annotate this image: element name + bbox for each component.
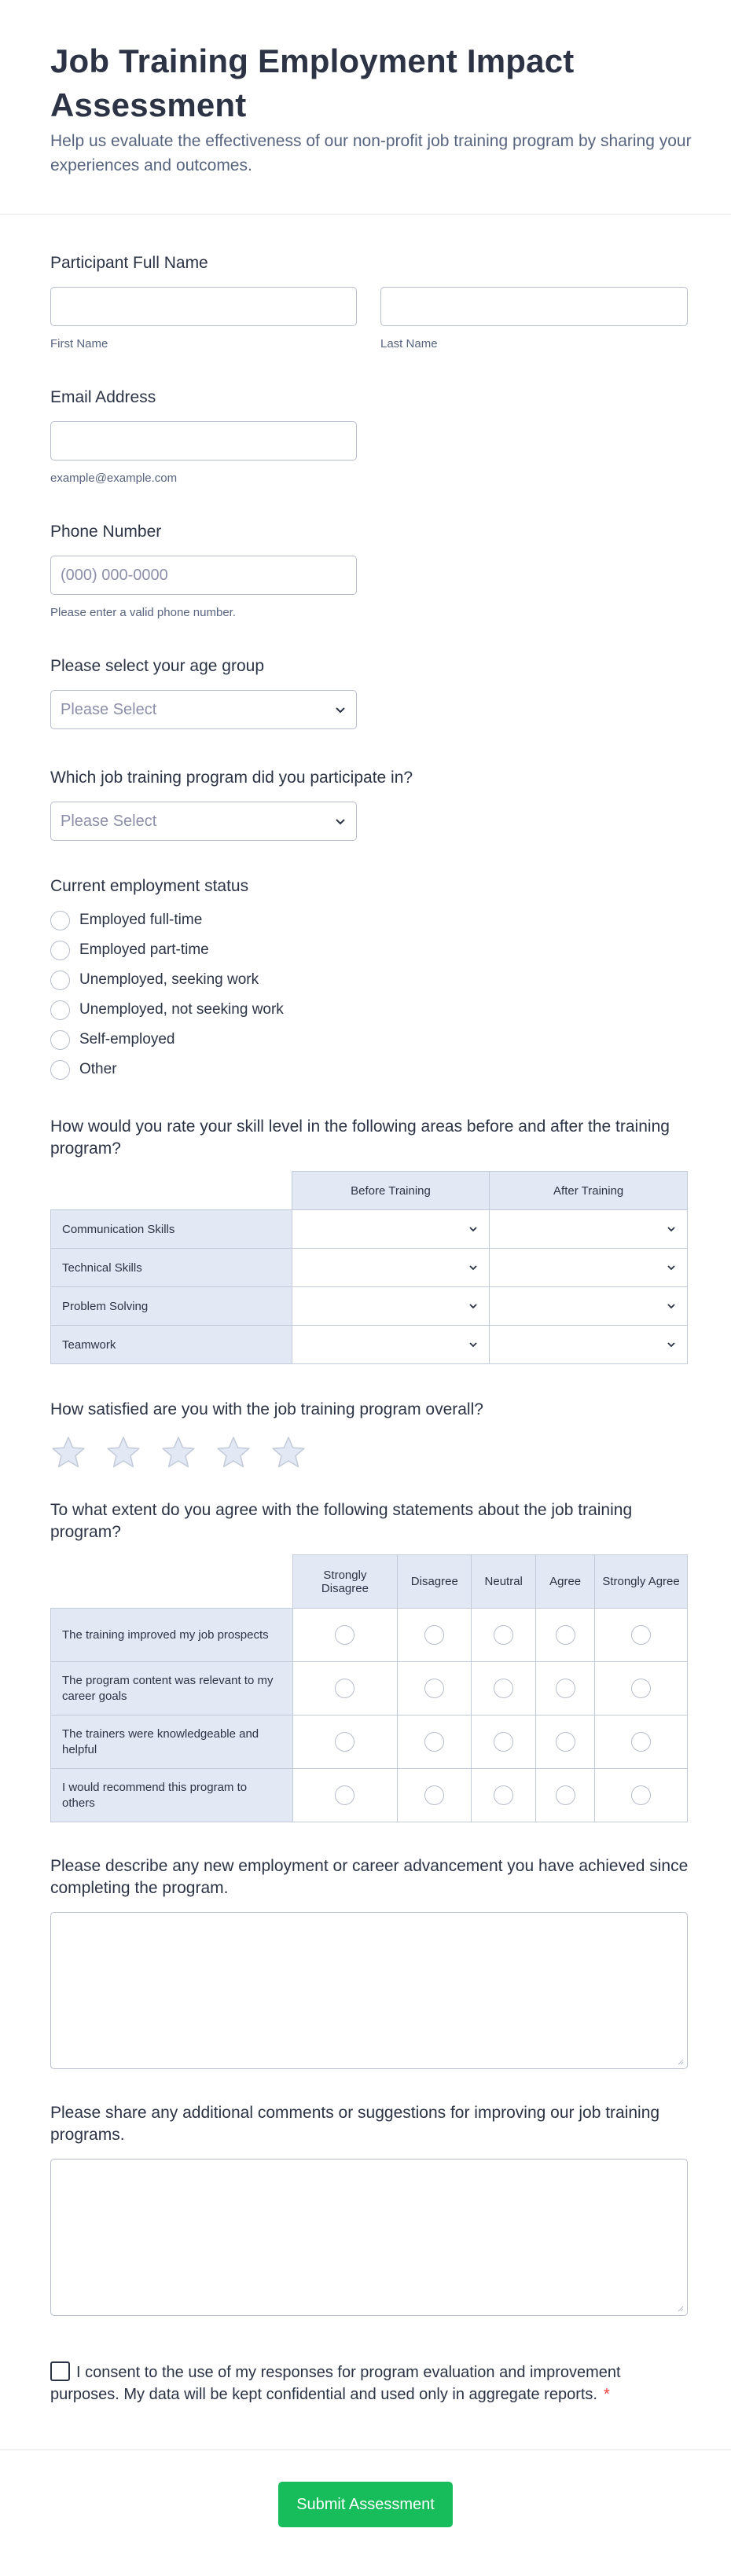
radio-button[interactable] <box>631 1732 651 1752</box>
skills-select[interactable] <box>292 1249 490 1287</box>
program-select[interactable] <box>50 802 357 841</box>
email-input[interactable] <box>50 421 357 461</box>
radio-button[interactable] <box>494 1785 513 1805</box>
agreement-cell[interactable] <box>536 1769 595 1822</box>
radio-label: Employed full-time <box>79 912 203 928</box>
phone-field <box>50 521 689 619</box>
agreement-cell[interactable] <box>398 1715 472 1769</box>
skills-col-header: After Training <box>490 1172 688 1210</box>
chevron-down-icon <box>467 1300 479 1312</box>
skills-row-label: Teamwork <box>51 1326 292 1364</box>
radio-button[interactable] <box>556 1679 575 1698</box>
matrix-corner <box>51 1172 292 1210</box>
agreement-col-header: Disagree <box>398 1555 472 1609</box>
chevron-down-icon <box>334 703 347 716</box>
advancement-textarea[interactable] <box>50 1912 688 2069</box>
form-header <box>0 0 731 215</box>
chevron-down-icon <box>665 1261 678 1274</box>
age-field <box>50 655 689 729</box>
skills-col-header: Before Training <box>292 1172 490 1210</box>
radio-button[interactable] <box>556 1625 575 1645</box>
satisfaction-label: How satisfied are you with the job training program overall? <box>50 1400 483 1418</box>
radio-button[interactable] <box>494 1732 513 1752</box>
agreement-cell[interactable] <box>292 1609 398 1662</box>
agreement-label: To what extent do you agree with the following statements about the job training program? <box>50 1501 633 1541</box>
agreement-cell[interactable] <box>595 1609 688 1662</box>
star-icon[interactable] <box>105 1435 141 1470</box>
star-icon[interactable] <box>215 1435 252 1470</box>
resize-grip-icon[interactable] <box>676 2304 684 2312</box>
skills-row-label: Problem Solving <box>51 1287 292 1326</box>
radio-button[interactable] <box>335 1679 354 1698</box>
required-asterisk: * <box>603 2386 610 2403</box>
agreement-cell[interactable] <box>292 1769 398 1822</box>
program-label: Which job training program did you participate in? <box>50 769 413 787</box>
radio-label: Self-employed <box>79 1031 175 1048</box>
program-select-value: Please Select <box>61 813 157 830</box>
agreement-cell[interactable] <box>536 1715 595 1769</box>
agreement-row-label: I would recommend this program to others <box>51 1769 293 1822</box>
star-rating <box>50 1435 689 1470</box>
chevron-down-icon <box>665 1338 678 1351</box>
radio-button[interactable] <box>631 1679 651 1698</box>
age-label: Please select your age group <box>50 657 265 675</box>
skills-row-label: Communication Skills <box>51 1210 292 1249</box>
radio-button[interactable] <box>50 911 70 930</box>
chevron-down-icon <box>665 1223 678 1235</box>
age-select-value: Please Select <box>61 701 157 718</box>
agreement-row-label: The program content was relevant to my career goals <box>51 1662 293 1715</box>
agreement-cell[interactable] <box>472 1609 536 1662</box>
agreement-col-header: Strongly Disagree <box>292 1555 398 1609</box>
consent-label: I consent to the use of my responses for program evaluation and improvement purposes. My data will be kept confidential and used only in aggregate reports. <box>50 2364 621 2403</box>
employment-field <box>50 875 689 1084</box>
radio-button[interactable] <box>631 1625 651 1645</box>
consent-field <box>50 2361 671 2405</box>
chevron-down-icon <box>467 1223 479 1235</box>
radio-button[interactable] <box>424 1732 444 1752</box>
email-label: Email Address <box>50 388 156 406</box>
star-icon[interactable] <box>160 1435 197 1470</box>
radio-button[interactable] <box>556 1732 575 1752</box>
radio-button[interactable] <box>335 1625 354 1645</box>
form-footer <box>0 2449 731 2527</box>
radio-option[interactable] <box>50 935 689 965</box>
skills-select[interactable] <box>292 1326 490 1364</box>
radio-button[interactable] <box>50 1030 70 1050</box>
radio-button[interactable] <box>50 1060 70 1080</box>
agreement-cell[interactable] <box>472 1715 536 1769</box>
phone-placeholder: (000) 000-0000 <box>61 567 168 584</box>
phone-sublabel: Please enter a valid phone number. <box>50 606 236 619</box>
skills-matrix <box>50 1171 688 1364</box>
agreement-matrix <box>50 1554 688 1822</box>
comments-field <box>50 2102 689 2316</box>
agreement-cell[interactable] <box>536 1662 595 1715</box>
skills-select[interactable] <box>292 1210 490 1249</box>
email-field <box>50 387 689 485</box>
radio-button[interactable] <box>50 971 70 990</box>
name-label: Participant Full Name <box>50 254 208 272</box>
radio-option[interactable] <box>50 1025 689 1055</box>
radio-option[interactable] <box>50 905 689 935</box>
chevron-down-icon <box>334 815 347 827</box>
radio-button[interactable] <box>556 1785 575 1805</box>
radio-label: Employed part-time <box>79 941 209 958</box>
radio-label: Unemployed, not seeking work <box>79 1001 284 1018</box>
radio-button[interactable] <box>424 1785 444 1805</box>
skills-select[interactable] <box>490 1249 688 1287</box>
form-body <box>0 252 731 2405</box>
agreement-cell[interactable] <box>595 1662 688 1715</box>
age-select[interactable] <box>50 690 357 729</box>
star-icon[interactable] <box>270 1435 307 1470</box>
matrix-corner <box>51 1555 293 1609</box>
email-sublabel: example@example.com <box>50 472 178 485</box>
radio-option[interactable] <box>50 995 689 1025</box>
agreement-cell[interactable] <box>398 1609 472 1662</box>
agreement-cell[interactable] <box>536 1609 595 1662</box>
radio-label: Other <box>79 1061 117 1077</box>
comments-label: Please share any additional comments or suggestions for improving our job training programs. <box>50 2104 660 2144</box>
skills-field <box>50 1116 689 1364</box>
agreement-cell[interactable] <box>472 1769 536 1822</box>
program-field <box>50 767 689 841</box>
chevron-down-icon <box>467 1338 479 1351</box>
phone-label: Phone Number <box>50 523 162 541</box>
radio-button[interactable] <box>494 1625 513 1645</box>
first-name-sublabel: First Name <box>50 337 108 350</box>
agreement-cell[interactable] <box>595 1769 688 1822</box>
satisfaction-field <box>50 1399 689 1470</box>
skills-select[interactable] <box>292 1287 490 1326</box>
agreement-cell[interactable] <box>472 1662 536 1715</box>
form-subtitle: Help us evaluate the effectiveness of our non-profit job training program by sharing your experiences and outcomes. <box>50 132 692 174</box>
last-name-input[interactable] <box>380 287 688 326</box>
comments-textarea[interactable] <box>50 2159 688 2316</box>
radio-option[interactable] <box>50 1055 689 1084</box>
radio-button[interactable] <box>335 1785 354 1805</box>
radio-button[interactable] <box>494 1679 513 1698</box>
agreement-field <box>50 1499 689 1822</box>
agreement-col-header: Strongly Agree <box>595 1555 688 1609</box>
radio-option[interactable] <box>50 965 689 995</box>
advancement-field <box>50 1855 689 2069</box>
star-icon[interactable] <box>50 1435 86 1470</box>
skills-label: How would you rate your skill level in the following areas before and after the training program? <box>50 1117 670 1158</box>
phone-input[interactable] <box>50 556 357 595</box>
radio-button[interactable] <box>424 1679 444 1698</box>
last-name-sublabel: Last Name <box>380 337 438 350</box>
agreement-cell[interactable] <box>292 1715 398 1769</box>
agreement-cell[interactable] <box>398 1662 472 1715</box>
radio-button[interactable] <box>335 1732 354 1752</box>
consent-checkbox[interactable] <box>50 2361 70 2381</box>
chevron-down-icon <box>467 1261 479 1274</box>
radio-button[interactable] <box>50 1000 70 1020</box>
radio-button[interactable] <box>424 1625 444 1645</box>
agreement-row-label: The trainers were knowledgeable and helpful <box>51 1715 293 1769</box>
skills-row-label: Technical Skills <box>51 1249 292 1287</box>
agreement-cell[interactable] <box>398 1769 472 1822</box>
chevron-down-icon <box>665 1300 678 1312</box>
agreement-cell[interactable] <box>292 1662 398 1715</box>
radio-button[interactable] <box>631 1785 651 1805</box>
skills-select[interactable] <box>490 1210 688 1249</box>
employment-label: Current employment status <box>50 877 249 895</box>
advancement-label: Please describe any new employment or career advancement you have achieved since completing the program. <box>50 1857 689 1897</box>
radio-button[interactable] <box>50 941 70 960</box>
first-name-input[interactable] <box>50 287 357 326</box>
agreement-row-label: The training improved my job prospects <box>51 1609 293 1662</box>
radio-label: Unemployed, seeking work <box>79 971 259 988</box>
agreement-col-header: Neutral <box>472 1555 536 1609</box>
agreement-col-header: Agree <box>536 1555 595 1609</box>
name-field <box>50 252 689 350</box>
form-title: Job Training Employment Impact Assessment <box>50 42 575 123</box>
submit-button[interactable]: Submit Assessment <box>278 2482 453 2527</box>
resize-grip-icon[interactable] <box>676 2057 684 2065</box>
skills-select[interactable] <box>490 1326 688 1364</box>
agreement-cell[interactable] <box>595 1715 688 1769</box>
skills-select[interactable] <box>490 1287 688 1326</box>
